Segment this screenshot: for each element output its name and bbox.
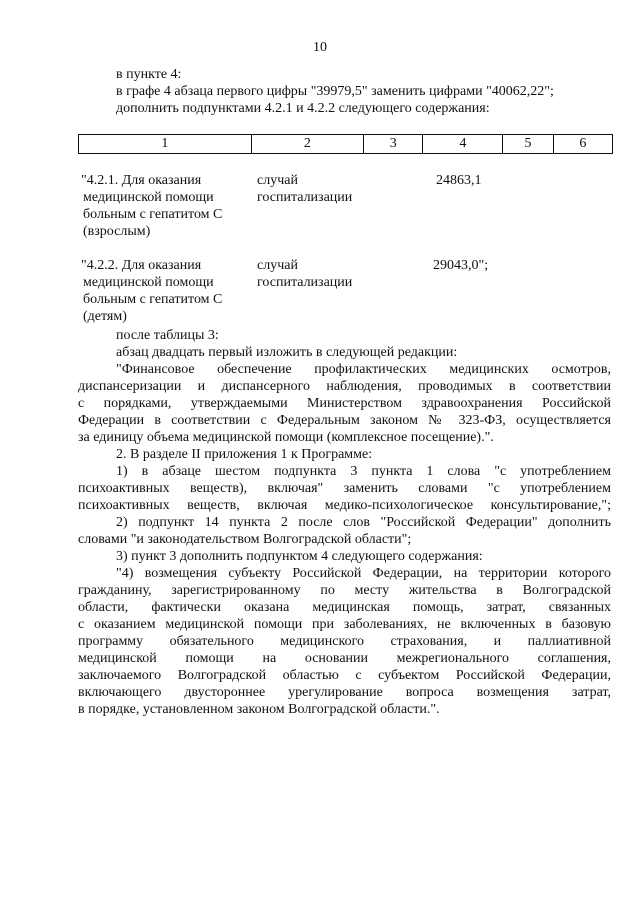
body-line: словами "и законодательством Волгоградской области";	[78, 532, 412, 547]
row2-col1-line: (детям)	[83, 309, 127, 324]
body-line: Федерации в соответствии с Федеральным законом № 323-ФЗ, осуществляется	[78, 413, 611, 428]
header-cell-3: 3	[364, 135, 423, 154]
table-header	[78, 134, 613, 154]
page-number: 10	[313, 40, 327, 55]
row2-col2-line: случай	[257, 258, 298, 273]
row1-col2-line: случай	[257, 173, 298, 188]
body-line: с порядками, утверждаемыми Министерством здравоохранения Российской	[78, 396, 611, 411]
body-line: "4) возмещения субъекту Российской Федерации, на территории которого	[116, 566, 611, 581]
row1-col1-line: медицинской помощи	[83, 190, 214, 205]
body-line: 1) в абзаце шестом подпункта 3 пункта 1 слова "с употреблением	[116, 464, 611, 479]
table-row-2-col4: 29043,0";	[433, 258, 489, 273]
table-row-1-col2	[257, 172, 352, 206]
row2-col2-line: госпитализации	[257, 275, 353, 290]
body-line: диспансеризации и диспансерного наблюдения, проводимых в соответствии	[78, 379, 611, 394]
table-row-1-col4: 24863,1	[436, 173, 482, 188]
body-line: заключаемого Волгоградской областью с субъектом Российской Федерации,	[78, 668, 611, 683]
body-line: гражданину, зарегистрированному по месту жительства в Волгоградской	[78, 583, 611, 598]
row2-col1-line: "4.2.2. Для оказания	[81, 258, 202, 273]
body-line: включающего двустороннее урегулирование вопроса возмещения затрат,	[78, 685, 611, 700]
body-line: программу обязательного медицинского страхования, и паллиативной	[78, 634, 611, 649]
body-line: в порядке, установленном законом Волгоградской области.".	[78, 702, 440, 717]
intro-line-3: дополнить подпунктами 4.2.1 и 4.2.2 следующего содержания:	[116, 101, 490, 116]
header-cell-4: 4	[423, 135, 503, 154]
body-line: области, фактически оказана медицинская помощь, затрат, связанных	[78, 600, 611, 615]
header-cell-1: 1	[79, 135, 252, 154]
body-line: психоактивных веществ, включая медико-психологическое консультирование,";	[78, 498, 611, 513]
intro-line-1: в пункте 4:	[116, 67, 182, 82]
header-cell-6: 6	[553, 135, 612, 154]
row1-col1-line: больным с гепатитом С	[83, 207, 223, 222]
row1-col2-line: госпитализации	[257, 190, 353, 205]
body-line: психоактивных веществ), включая" заменить словами "с употреблением	[78, 481, 611, 496]
row1-col1-line: "4.2.1. Для оказания	[81, 173, 202, 188]
row2-col1-line: медицинской помощи	[83, 275, 214, 290]
table-row-1-col1	[81, 172, 222, 240]
body-line: абзац двадцать первый изложить в следующей редакции:	[116, 345, 458, 360]
body-line: после таблицы 3:	[116, 328, 219, 343]
body-line: "Финансовое обеспечение профилактических медицинских осмотров,	[116, 362, 611, 377]
row1-col1-line: (взрослым)	[83, 224, 151, 239]
header-cell-2: 2	[251, 135, 363, 154]
table-row-2-col2	[257, 257, 352, 291]
body-line: 2) подпункт 14 пункта 2 после слов "Российской Федерации" дополнить	[116, 515, 611, 530]
body-line: 3) пункт 3 дополнить подпунктом 4 следующего содержания:	[116, 549, 483, 564]
body-line: медицинской помощи на основании межрегионального соглашения,	[78, 651, 611, 666]
header-cell-5: 5	[503, 135, 553, 154]
intro-line-2: в графе 4 абзаца первого цифры "39979,5" заменить цифрами "40062,22";	[116, 84, 554, 99]
body-line: 2. В разделе II приложения 1 к Программе:	[116, 447, 373, 462]
body-line: за единицу объема медицинской помощи (комплексное посещение).".	[78, 430, 494, 445]
table-row-2-col1	[81, 257, 222, 325]
body-line: с оказанием медицинской помощи при заболеваниях, не включенных в базовую	[78, 617, 611, 632]
row2-col1-line: больным с гепатитом С	[83, 292, 223, 307]
